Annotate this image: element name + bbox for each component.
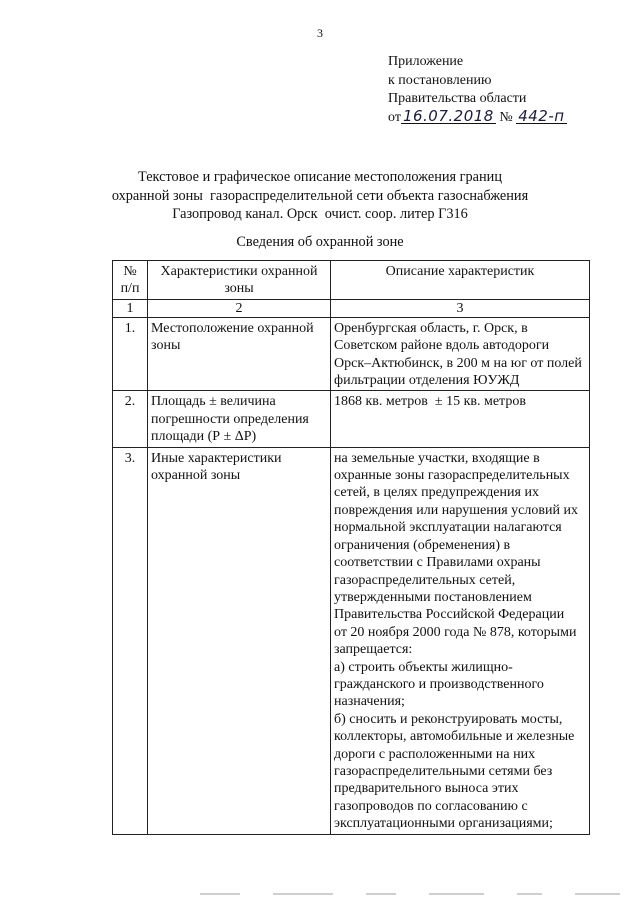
description-line: б) сносить и реконструировать мосты, [334, 711, 563, 727]
description-line: ограничения (обременения) в [334, 537, 511, 553]
description-line: коллекторы, автомобильные и железные [334, 729, 575, 745]
row-description: Оренбургская область, г. Орск, в Советском районе вдоль автодороги Орск–Актюбинск, в 200 м на юг от полей фильтрации отделения ЮУЖД [331, 317, 590, 391]
row-num: 3. [113, 447, 148, 834]
page-number: 3 [317, 26, 323, 40]
description-line: газораспределительных сетей, [334, 572, 516, 588]
title-line-2: охранной зоны газораспределительной сети объекта газоснабжения [111, 187, 529, 204]
table-row [113, 391, 590, 447]
header-characteristic: Характеристики охранной зоны [148, 261, 331, 300]
description-line: нормальной эксплуатации налагаются [334, 520, 562, 536]
column-number: 1 [113, 299, 148, 317]
column-number: 2 [148, 299, 331, 317]
description-line: повреждения или нарушения условий их [334, 502, 578, 518]
header-num: № п/п [113, 261, 148, 300]
scan-artifact [200, 893, 620, 897]
description-line: дороги с расположенными на них [334, 746, 536, 762]
column-number: 3 [331, 299, 590, 317]
section-subtitle: Сведения об охранной зоне [236, 234, 404, 250]
number-prefix: № [499, 109, 513, 125]
description-line: предварительного выноса этих [334, 781, 519, 797]
date-prefix: от [388, 109, 401, 125]
description-line: от 20 ноября 2000 года № 878, которыми [334, 624, 577, 640]
description-line: газопроводов по согласованию с [334, 798, 528, 814]
row-num: 2. [113, 391, 148, 447]
description-line: газораспределительными сетями без [334, 763, 553, 779]
description-line: сетей, в целях предупреждения их [334, 485, 539, 501]
appendix-line-1: Приложение [388, 54, 464, 69]
appendix-date-line [388, 106, 567, 128]
row-characteristic: Иные характеристики охранной зоны [148, 447, 331, 834]
description-line: запрещается: [334, 642, 413, 658]
description-line: а) строить объекты жилищно- [334, 659, 513, 675]
title-line-1: Текстовое и графическое описание местоположения границ [138, 169, 502, 185]
description-line: соответствии с Правилами охраны [334, 555, 541, 571]
row-description: 1868 кв. метров ± 15 кв. метров [331, 391, 590, 447]
row-num: 1. [113, 317, 148, 391]
table-row [113, 317, 590, 391]
description-line: утвержденными постановлением [334, 589, 532, 605]
row-characteristic: Местоположение охранной зоны [148, 317, 331, 391]
description-line: охранные зоны газораспределительных [334, 468, 570, 484]
header-description: Описание характеристик [331, 261, 590, 300]
handwritten-date: 16.07.2018 [402, 106, 494, 125]
row-description [331, 447, 590, 834]
description-line: на земельные участки, входящие в [334, 450, 540, 466]
description-line: назначения; [334, 694, 405, 710]
description-line: Правительства Российской Федерации [334, 607, 565, 623]
description-line: гражданского и производственного [334, 676, 544, 692]
appendix-block [388, 53, 567, 127]
table-row [113, 447, 590, 834]
title-line-3: Газопровод канал. Орск очист. соор. литер Г316 [172, 206, 468, 222]
row-characteristic: Площадь ± величина погрешности определения площади (Р ± ΔР) [148, 391, 331, 447]
table-header-row [113, 261, 590, 300]
handwritten-number: 442-п [518, 106, 565, 125]
column-numbers-row [113, 299, 590, 317]
description-line: эксплуатационными организациями; [334, 816, 553, 832]
protection-zone-table [112, 260, 590, 835]
appendix-line-2: к постановлению [388, 72, 492, 88]
document-title [80, 168, 560, 224]
appendix-line-3: Правительства области [388, 91, 527, 106]
